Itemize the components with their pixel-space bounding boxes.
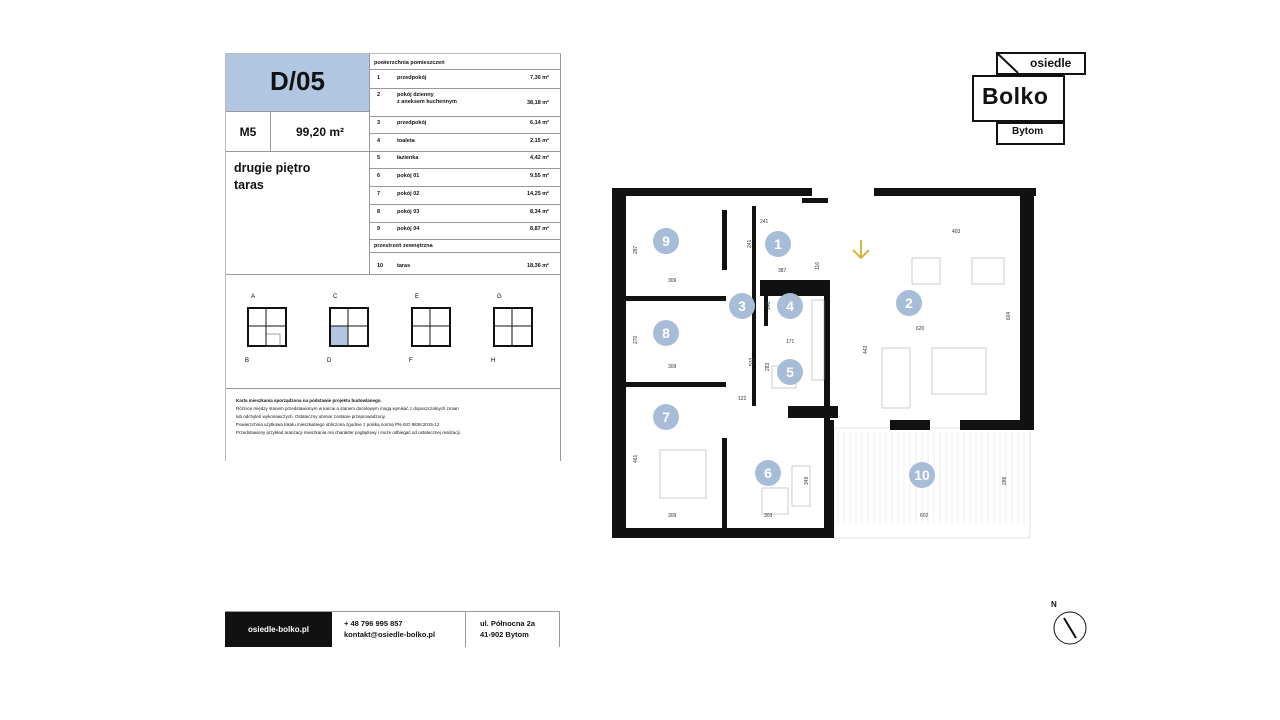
room-numbers	[662, 233, 930, 483]
room-name: pokój 01	[397, 173, 420, 179]
outdoor-no: 10	[377, 263, 384, 269]
room-number-9: 9	[662, 233, 670, 249]
divider	[226, 151, 369, 152]
notes-title: Karta mieszkania sporządzona na podstawie projektu budowlanego.	[236, 398, 382, 403]
key-plan-EF	[409, 294, 450, 364]
dim-label: 620	[916, 326, 925, 332]
room-area: 14,25 m²	[526, 191, 549, 197]
notes-line: lub odchyleń wykonawczych. Ostateczny obmiar zostanie przeprowadzony.	[236, 414, 386, 419]
outdoor-row	[370, 263, 561, 274]
room-row	[370, 120, 561, 134]
notes-line: Powierzchnia użytkowa lokalu mieszkalnego obliczona zgodnie z polską normą PN-ISO 9836:2015-12	[236, 422, 440, 427]
rooms-header: powierzchnia pomieszczeń	[374, 60, 445, 66]
room-no: 3	[377, 120, 381, 126]
key-plans	[240, 290, 550, 370]
room-number-1: 1	[774, 236, 782, 252]
divider	[226, 274, 560, 275]
room-area: 8,34 m²	[530, 209, 549, 215]
logo-main-text: Bolko	[982, 83, 1049, 109]
dim-label: 116	[815, 262, 821, 270]
room-number-2: 2	[905, 295, 913, 311]
key-label-D: D	[327, 358, 332, 364]
unit-code: D/05	[270, 66, 325, 96]
compass-needle-icon	[1052, 610, 1088, 646]
dim-label: 309	[668, 364, 677, 370]
room-row	[370, 209, 561, 223]
key-label-G: G	[497, 294, 502, 300]
rooms-table	[369, 54, 561, 274]
key-label-A: A	[251, 294, 256, 300]
divider	[370, 69, 561, 70]
room-no: 4	[377, 138, 381, 144]
divider	[370, 252, 561, 253]
room-row	[370, 173, 561, 187]
dim-label: 403	[952, 229, 961, 235]
dimension-labels	[633, 219, 1012, 519]
footer-phone[interactable]: + 48 796 995 857	[344, 619, 403, 628]
room-name-line2: z aneksem kuchennym	[397, 99, 457, 105]
footer-street: ul. Północna 2a	[480, 619, 536, 628]
key-plan-AB	[245, 294, 286, 364]
logo-bottom-text: Bytom	[1012, 126, 1044, 137]
floor-line-2: taras	[234, 178, 264, 192]
room-name: toaleta	[397, 138, 415, 144]
footer-website[interactable]: osiedle-bolko.pl	[225, 612, 332, 647]
outdoor-header: przestrzeń zewnętrzna	[374, 243, 433, 249]
room-number-7: 7	[662, 409, 670, 425]
notes-line: Różnice między stanem przedstawionym w karcie a stanem docelowym mogą wynikać z dopuszczalnych zmian	[236, 406, 459, 411]
room-row	[370, 155, 561, 169]
room-row	[370, 92, 561, 117]
room-row	[370, 138, 561, 152]
room-number-5: 5	[786, 364, 794, 380]
key-label-F: F	[409, 358, 413, 364]
room-area: 2,15 m²	[530, 138, 549, 144]
unit-type: M5	[226, 112, 271, 151]
room-area: 9,55 m²	[530, 173, 549, 179]
footer-contact	[344, 618, 435, 640]
notes	[236, 397, 546, 437]
dim-label: 533	[749, 357, 755, 366]
room-name: pokój 02	[397, 191, 420, 197]
room-name: przedpokój	[397, 120, 427, 126]
room-markers	[653, 228, 935, 488]
dim-label: 349	[804, 476, 810, 485]
key-plan-CD	[327, 294, 368, 364]
unit-info-card	[225, 53, 561, 461]
dim-label: 148	[766, 301, 772, 310]
osiedle-bolko-logo	[972, 52, 1088, 145]
room-name: pokój 03	[397, 209, 420, 215]
room-number-4: 4	[786, 298, 794, 314]
footer-city: 41-902 Bytom	[480, 630, 529, 639]
key-plan-GH	[491, 294, 532, 364]
room-no: 2	[377, 92, 381, 98]
dim-label: 309	[668, 513, 677, 519]
dim-label: 303	[764, 513, 773, 519]
outdoor-area: 18,36 m²	[526, 263, 549, 269]
room-area: 6,14 m²	[530, 120, 549, 126]
room-row	[370, 75, 561, 89]
room-no: 5	[377, 155, 381, 161]
dim-label: 171	[786, 339, 795, 345]
logo-top-text: osiedle	[1030, 56, 1072, 70]
room-area: 8,87 m²	[530, 226, 549, 232]
room-number-6: 6	[764, 465, 772, 481]
floor-line-1: drugie piętro	[234, 161, 311, 175]
notes-line: Przedstawiony przykład aranżacji mieszkania ma charakter poglądowy i może odbiegać od ostatecznej realizacji.	[236, 430, 461, 435]
room-area: 4,42 m²	[530, 155, 549, 161]
unit-code-box	[226, 54, 369, 112]
floor-plan	[612, 188, 1036, 544]
dim-label: 288	[1002, 476, 1008, 485]
dim-label: 387	[778, 268, 787, 274]
dim-label: 270	[633, 335, 639, 344]
key-label-C: C	[333, 294, 338, 300]
room-area: 7,30 m²	[530, 75, 549, 81]
room-no: 9	[377, 226, 381, 232]
room-name	[397, 92, 457, 106]
footer-address	[465, 612, 535, 647]
logo-diagonal-icon	[996, 52, 1020, 75]
key-label-E: E	[415, 294, 420, 300]
entrance-arrow-icon	[853, 240, 869, 258]
key-label-B: B	[245, 358, 250, 364]
room-row	[370, 191, 561, 205]
key-label-H: H	[491, 358, 496, 364]
room-area: 38,18 m²	[526, 100, 549, 106]
divider	[226, 388, 560, 389]
room-name: łazienka	[397, 155, 419, 161]
room-no: 8	[377, 209, 381, 215]
room-name-line1: pokój dzienny	[397, 92, 434, 98]
unit-area: 99,20 m²	[295, 124, 345, 139]
dim-label: 283	[765, 362, 771, 371]
north-compass	[1048, 598, 1090, 648]
dim-label: 241	[747, 239, 753, 248]
footer-email[interactable]: kontakt@osiedle-bolko.pl	[344, 630, 436, 639]
room-number-8: 8	[662, 325, 670, 341]
room-row	[370, 226, 561, 240]
dim-label: 602	[920, 513, 929, 519]
dim-label: 309	[668, 278, 677, 284]
dim-label: 461	[633, 454, 639, 463]
room-no: 7	[377, 191, 381, 197]
room-number-10: 10	[914, 467, 930, 483]
outdoor-name: taras	[397, 263, 411, 269]
dim-label: 287	[633, 245, 639, 254]
dim-label: 604	[1006, 311, 1012, 320]
room-number-3: 3	[738, 298, 746, 314]
room-name: pokój 04	[397, 226, 420, 232]
compass-label: N	[1051, 600, 1057, 609]
room-name: przedpokój	[397, 75, 427, 81]
dim-label: 241	[760, 219, 769, 225]
room-no: 1	[377, 75, 381, 81]
room-no: 6	[377, 173, 381, 179]
dim-label: 443	[863, 345, 869, 354]
footer	[225, 611, 560, 647]
dim-label: 122	[738, 396, 747, 402]
